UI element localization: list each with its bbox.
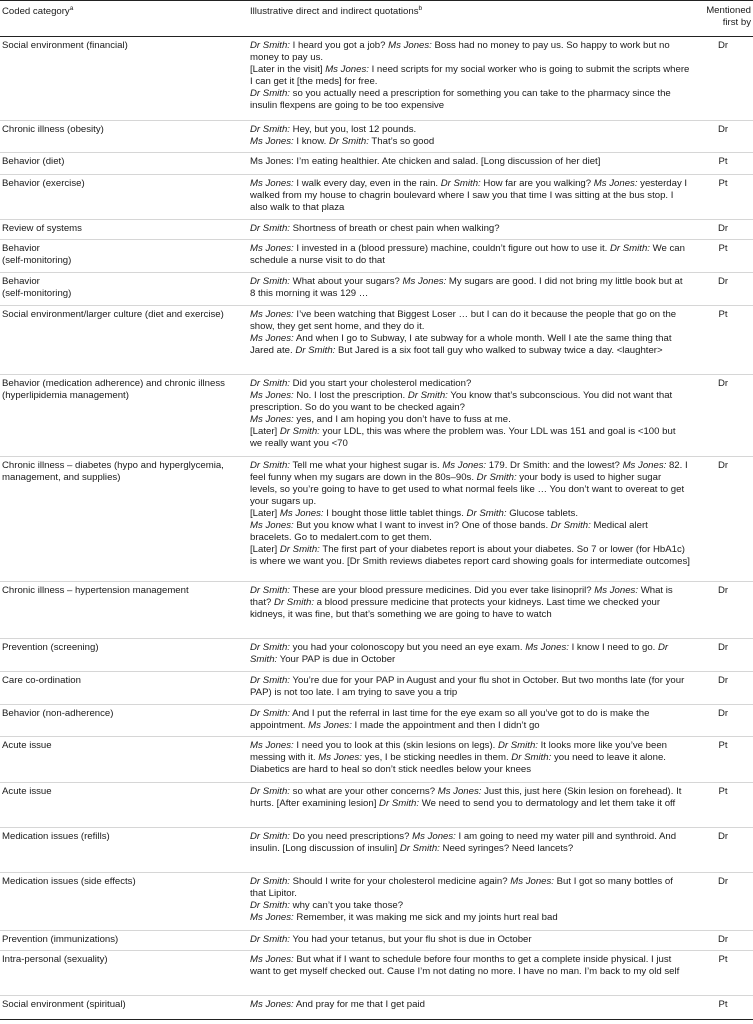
row-category: Prevention (screening) [2, 642, 99, 653]
speaker-label: Ms Jones: [250, 390, 294, 401]
speaker-label: Dr Smith: [466, 508, 507, 519]
speaker-label: Dr Smith: [497, 740, 538, 751]
row-quotations [250, 708, 690, 732]
header-mentioned-line1: Mentioned [706, 5, 751, 16]
row-category: Intra-personal (sexuality) [2, 954, 108, 965]
speaker-label: Dr Smith: [279, 544, 320, 555]
row-category: Review of systems [2, 223, 82, 234]
quotation-text: Did you start your cholesterol medication? [289, 378, 472, 389]
quotation-paragraph [250, 675, 690, 699]
quotation-text: Medical alert bracelets. Go to medalert.com to get them. [250, 520, 648, 543]
quotation-text: But you know what I want to invest in? One of those bands. [293, 520, 551, 531]
quotation-text: yesterday I walked from my house to chagrin boulevard where I saw you that time I was sitting at the bus stop. I also walk to that plaza [250, 178, 688, 213]
row-quotations [250, 999, 690, 1011]
quotation-paragraph [250, 178, 690, 214]
speaker-label: Ms Jones: [250, 178, 294, 189]
quotation-text: Ms Jones: I’m eating healthier. Ate chicken and salad. [Long discussion of her diet] [250, 156, 601, 167]
row-divider [0, 782, 753, 783]
row-divider [0, 704, 753, 705]
row-divider [0, 671, 753, 672]
row-mentioned-first: Pt [718, 243, 728, 254]
row-mentioned-first: Pt [718, 786, 728, 797]
quotation-text: Shortness of breath or chest pain when walking? [289, 223, 500, 234]
speaker-label: Ms Jones: [525, 642, 569, 653]
speaker-label: Dr Smith: [250, 378, 290, 389]
quotation-paragraph [250, 786, 690, 810]
quotation-text: Do you need prescriptions? [289, 831, 413, 842]
quotation-paragraph [250, 508, 690, 520]
speaker-label: Dr Smith: [250, 223, 290, 234]
quotation-text: No. I lost the prescription. [293, 390, 408, 401]
row-mentioned-first: Dr [717, 460, 729, 471]
quotation-text: What is that? [250, 585, 673, 608]
quotation-paragraph [250, 831, 690, 855]
quotation-paragraph [250, 999, 690, 1011]
quotation-text: Your PAP is due in October [277, 654, 396, 665]
quotation-text: We need to send you to dermatology and let them take it off [419, 798, 676, 809]
speaker-label: Ms Jones: [250, 954, 294, 965]
speaker-label: Ms Jones: [318, 752, 362, 763]
row-divider [0, 950, 753, 951]
quotation-text: [Later] [250, 426, 280, 437]
row-quotations [250, 124, 690, 148]
quotation-text: And I put the referral in last time for the eye exam so all you’ve got to do is make the appointment. [250, 708, 650, 731]
row-mentioned-first: Dr [717, 276, 729, 287]
speaker-label: Ms Jones: [250, 520, 294, 531]
speaker-label: Dr Smith: [250, 642, 669, 665]
quotation-text: you need to leave it alone. Diabetics are hard to heal so don’t stick needles below your knees [250, 752, 666, 775]
quotation-text: so you actually need a prescription for something you can take to the pharmacy since the insulin flexpens are going to be too expensive [250, 88, 671, 111]
quotation-paragraph [250, 390, 690, 414]
quotation-text: I heard you got a job? [289, 40, 389, 51]
quotation-paragraph [250, 378, 690, 390]
row-mentioned-first: Dr [717, 675, 729, 686]
header-quotes-text: Illustrative direct and indirect quotations [250, 6, 419, 17]
row-quotations [250, 585, 690, 621]
row-mentioned-first: Dr [717, 40, 729, 51]
row-quotations [250, 378, 690, 450]
speaker-label: Dr Smith: [379, 798, 420, 809]
row-category: Acute issue [2, 740, 52, 751]
quotation-text: We can schedule a nurse visit to do that [250, 243, 685, 266]
row-divider [0, 305, 753, 306]
row-quotations [250, 876, 690, 924]
quotation-paragraph [250, 934, 690, 946]
row-category: Behavior (self-monitoring) [2, 276, 72, 299]
row-divider [0, 152, 753, 153]
speaker-label: Ms Jones: [250, 243, 294, 254]
speaker-label: Ms Jones: [250, 309, 294, 320]
quotation-text: You’re due for your PAP in August and your flu shot in October. But two months late (for your PAP) is not too late. I am trying to save you a trip [250, 675, 685, 698]
speaker-label: Dr Smith: [250, 124, 290, 135]
row-divider [0, 995, 753, 996]
speaker-label: Ms Jones: [594, 585, 639, 596]
quotation-text: That’s so good [368, 136, 435, 147]
speaker-label: Dr Smith: [550, 520, 591, 531]
row-category: Behavior (non-adherence) [2, 708, 114, 719]
quotation-text: Glucose tablets. [506, 508, 578, 519]
quotation-text: You know that’s subconscious. You did not want that prescription. So do you want to be checked again? [250, 390, 673, 413]
quotation-paragraph [250, 708, 690, 732]
row-quotations [250, 740, 690, 776]
speaker-label: Dr Smith: [609, 243, 650, 254]
quotation-text: Need syringes? Need lancets? [439, 843, 574, 854]
quotation-text: These are your blood pressure medicines. Did you ever take lisinopril? [289, 585, 595, 596]
row-quotations [250, 934, 690, 946]
row-divider [0, 456, 753, 457]
row-divider [0, 239, 753, 240]
speaker-label: Dr Smith: [440, 178, 481, 189]
quotation-paragraph [250, 544, 690, 568]
row-category: Care co-ordination [2, 675, 81, 686]
quotation-paragraph [250, 309, 690, 333]
row-quotations [250, 954, 690, 978]
quotation-paragraph [250, 900, 690, 912]
quotation-paragraph [250, 333, 690, 357]
row-mentioned-first: Dr [717, 934, 729, 945]
row-mentioned-first: Pt [718, 954, 728, 965]
quotation-text: Remember, it was making me sick and my joints hurt real bad [293, 912, 558, 923]
quotation-text: I need you to look at this (skin lesions on legs). [293, 740, 498, 751]
row-mentioned-first: Pt [718, 178, 728, 189]
speaker-label: Dr Smith: [399, 843, 440, 854]
row-mentioned-first: Dr [717, 378, 729, 389]
row-quotations [250, 276, 690, 300]
speaker-label: Dr Smith: [250, 460, 290, 471]
quotation-paragraph [250, 954, 690, 978]
quotation-text: I invested in a (blood pressure) machine, couldn’t figure out how to use it. [293, 243, 610, 254]
header-category [2, 6, 240, 18]
speaker-label: Dr Smith: [250, 276, 290, 287]
speaker-label: Dr Smith: [295, 345, 336, 356]
speaker-label: Dr Smith: [250, 642, 290, 653]
table-header [0, 0, 753, 34]
quotation-text: I know. [293, 136, 329, 147]
quotation-text: Tell me what your highest sugar is. [289, 460, 443, 471]
row-divider [0, 827, 753, 828]
quotation-text: a blood pressure medicine that protects your kidneys. Last time we checked your kidneys, it was fine, but that’s something we are going to have to watch [250, 597, 661, 620]
row-divider [0, 272, 753, 273]
speaker-label: Dr Smith: [250, 900, 290, 911]
quotation-paragraph [250, 912, 690, 924]
row-divider [0, 174, 753, 175]
row-mentioned-first: Dr [717, 585, 729, 596]
row-divider [0, 872, 753, 873]
row-quotations [250, 243, 690, 267]
row-mentioned-first: Pt [718, 309, 728, 320]
row-mentioned-first: Dr [717, 708, 729, 719]
speaker-label: Ms Jones: [250, 333, 294, 344]
row-quotations [250, 223, 690, 235]
row-mentioned-first: Pt [718, 740, 728, 751]
speaker-label: Ms Jones: [250, 136, 294, 147]
quotation-text: Should I write for your cholesterol medicine again? [289, 876, 511, 887]
row-divider [0, 638, 753, 639]
speaker-label: Ms Jones: [437, 786, 482, 797]
quotation-text: you had your colonoscopy but you need an eye exam. [289, 642, 526, 653]
speaker-label: Dr Smith: [250, 675, 290, 686]
quotation-paragraph [250, 426, 690, 450]
quotation-text: 82. I feel funny when my sugars are down in the 80s–90s. [250, 460, 688, 483]
quotation-paragraph [250, 88, 690, 112]
row-quotations [250, 675, 690, 699]
quotation-text: [Later] [250, 508, 280, 519]
header-quotes-footnote: b [418, 4, 423, 12]
quotation-text: I need scripts for my social worker who is going to submit the scripts where I can get it [the meds] for free. [250, 64, 690, 87]
quotation-text: Boss had no money to pay us. So happy to work but no money to pay us. [250, 40, 670, 63]
row-category: Social environment (spiritual) [2, 999, 126, 1010]
header-mentioned-first [695, 5, 751, 29]
row-quotations [250, 309, 690, 357]
quotation-text: I know I need to go. [568, 642, 658, 653]
row-quotations [250, 642, 690, 666]
quotation-text: Just this, just here (Skin lesion on forehead). It hurts. [After examining lesion] [250, 786, 682, 809]
row-category: Chronic illness – hypertension management [2, 585, 189, 596]
quotation-paragraph [250, 40, 690, 64]
row-divider [0, 930, 753, 931]
speaker-label: Ms Jones: [622, 460, 667, 471]
row-category: Behavior (diet) [2, 156, 65, 167]
speaker-label: Dr Smith: [328, 136, 369, 147]
speaker-label: Ms Jones: [442, 460, 487, 471]
quotation-text: And when I go to Subway, I ate subway for a whole month. Well I ate the same thing that Jared ate. [250, 333, 672, 356]
row-divider [0, 219, 753, 220]
row-category: Behavior (exercise) [2, 178, 85, 189]
speaker-label: Ms Jones: [279, 508, 324, 519]
quotation-text: You had your tetanus, but your flu shot is due in October [289, 934, 532, 945]
row-quotations [250, 178, 690, 214]
row-mentioned-first: Dr [717, 642, 729, 653]
row-mentioned-first: Pt [718, 156, 728, 167]
quotation-text: so what are your other concerns? [289, 786, 438, 797]
row-category: Prevention (immunizations) [2, 934, 119, 945]
row-category: Chronic illness (obesity) [2, 124, 104, 135]
row-category: Social environment/larger culture (diet and exercise) [2, 309, 224, 320]
quotation-text: What about your sugars? [289, 276, 403, 287]
quotation-text: I walk every day, even in the rain. [293, 178, 441, 189]
row-category: Social environment (financial) [2, 40, 128, 51]
quotation-text: yes, and I am hoping you don’t have to fuss at me. [293, 414, 511, 425]
quotation-paragraph [250, 460, 690, 508]
speaker-label: Dr Smith: [250, 40, 290, 51]
row-mentioned-first: Dr [717, 223, 729, 234]
quotation-text: your body is used to higher sugar levels, so you’re going to have to get used to what normal feels like … You don’t want to overeat to get your sugars up. [250, 472, 685, 507]
quotation-paragraph [250, 876, 690, 900]
speaker-label: Dr Smith: [250, 831, 290, 842]
speaker-label: Dr Smith: [476, 472, 517, 483]
quotation-text: Hey, but you, lost 12 pounds. [289, 124, 417, 135]
speaker-label: Ms Jones: [388, 40, 432, 51]
speaker-label: Ms Jones: [250, 740, 294, 751]
row-category: Chronic illness – diabetes (hypo and hyperglycemia, management, and supplies) [2, 460, 224, 483]
speaker-label: Dr Smith: [250, 934, 290, 945]
quotation-text: why can’t you take those? [289, 900, 404, 911]
quotation-paragraph [250, 414, 690, 426]
speaker-label: Ms Jones: [250, 912, 294, 923]
speaker-label: Ms Jones: [250, 999, 294, 1010]
quotation-text: I am going to need my water pill and synthroid. And insulin. [Long discussion of insulin] [250, 831, 677, 854]
speaker-label: Ms Jones: [402, 276, 447, 287]
speaker-label: Dr Smith: [279, 426, 320, 437]
row-mentioned-first: Dr [717, 876, 729, 887]
quotation-text: But Jared is a six foot tall guy who walked to subway twice a day. <laughter> [335, 345, 663, 356]
row-divider [0, 581, 753, 582]
header-category-footnote: a [69, 4, 74, 12]
row-divider [0, 374, 753, 375]
bottom-rule [0, 1019, 753, 1020]
quotation-paragraph [250, 740, 690, 776]
row-quotations [250, 156, 690, 168]
row-mentioned-first: Dr [717, 124, 729, 135]
speaker-label: Dr Smith: [407, 390, 448, 401]
header-mentioned-line2: first by [722, 17, 751, 28]
quotation-text: I’ve been watching that Biggest Loser … but I can do it because the people that go on the show, they get sent home, and they do it. [250, 309, 677, 332]
row-category: Acute issue [2, 786, 52, 797]
speaker-label: Dr Smith: [250, 585, 290, 596]
header-quotes [250, 6, 690, 18]
speaker-label: Dr Smith: [250, 88, 290, 99]
quotation-text: It looks more like you’ve been messing with it. [250, 740, 668, 763]
row-mentioned-first: Pt [718, 999, 728, 1010]
quotation-text: The first part of your diabetes report is about your diabetes. So 7 or lower (for HbA1c) is where we want you. [Dr Smith reviews diabetes report card showing goals for intermediate outcomes] [250, 544, 690, 567]
speaker-label: Ms Jones: [510, 876, 554, 887]
quotation-paragraph [250, 585, 690, 621]
quotation-paragraph [250, 276, 690, 300]
quotation-text: My sugars are good. I did not bring my little book but at 8 this morning it was 129 … [250, 276, 683, 299]
speaker-label: Dr Smith: [250, 786, 290, 797]
speaker-label: Dr Smith: [250, 876, 290, 887]
header-rule [0, 36, 753, 37]
speaker-label: Ms Jones: [325, 64, 369, 75]
quotation-text: [Later] [250, 544, 280, 555]
row-category: Behavior (self-monitoring) [2, 243, 72, 266]
row-divider [0, 120, 753, 121]
quotation-paragraph [250, 124, 690, 136]
quotation-text: But I got so many bottles of that Lipitor. [250, 876, 673, 899]
row-quotations [250, 40, 690, 112]
row-quotations [250, 786, 690, 810]
row-quotations [250, 460, 690, 568]
quotation-text: [Later in the visit] [250, 64, 326, 75]
quotation-text: yes, I be sticking needles in them. [361, 752, 512, 763]
row-quotations [250, 831, 690, 855]
row-mentioned-first: Dr [717, 831, 729, 842]
header-category-text: Coded category [2, 6, 70, 17]
speaker-label: Ms Jones: [250, 414, 294, 425]
speaker-label: Dr Smith: [250, 708, 290, 719]
quotation-paragraph [250, 64, 690, 88]
quotation-paragraph [250, 520, 690, 544]
quotation-paragraph [250, 136, 690, 148]
row-divider [0, 736, 753, 737]
row-category: Medication issues (refills) [2, 831, 110, 842]
quotation-paragraph [250, 642, 690, 666]
row-category: Medication issues (side effects) [2, 876, 136, 887]
speaker-label: Dr Smith: [274, 597, 314, 608]
quotation-text: 179. Dr Smith: and the lowest? [486, 460, 623, 471]
quotation-text: your LDL, this was where the problem was. Your LDL was 151 and goal is <100 but we really want you <70 [250, 426, 676, 449]
quotation-paragraph [250, 243, 690, 267]
quotation-text: I bought those little tablet things. [323, 508, 467, 519]
quotation-paragraph [250, 156, 690, 168]
quotation-text: I made the appointment and then I didn’t go [351, 720, 540, 731]
speaker-label: Dr Smith: [511, 752, 552, 763]
speaker-label: Ms Jones: [308, 720, 352, 731]
speaker-label: Ms Jones: [412, 831, 456, 842]
quotation-paragraph [250, 223, 690, 235]
quotation-text: How far are you walking? [480, 178, 594, 189]
speaker-label: Ms Jones: [593, 178, 638, 189]
quotation-text: And pray for me that I get paid [293, 999, 425, 1010]
row-category: Behavior (medication adherence) and chronic illness (hyperlipidemia management) [2, 378, 225, 401]
quotation-text: But what if I want to schedule before four months to get a complete inside physical. I just want to get myself checked out. Cause I’m not dating no more. I have no man. I’m back to my old self [250, 954, 680, 977]
